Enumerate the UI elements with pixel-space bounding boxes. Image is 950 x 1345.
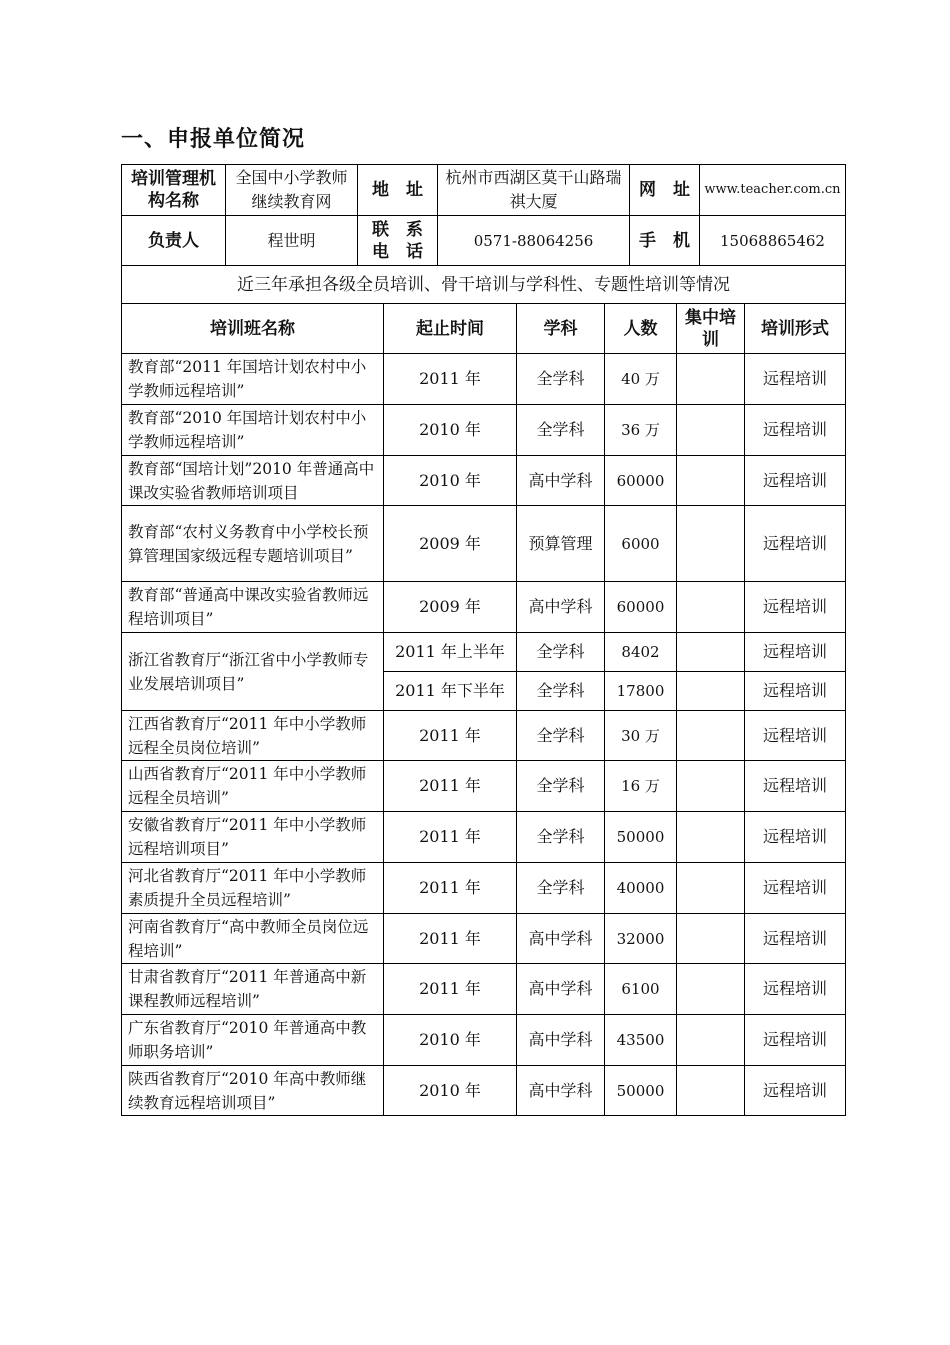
phone-value: 0571-88064256 (438, 216, 630, 266)
training-centralized (677, 1066, 745, 1116)
banner-row (122, 266, 846, 304)
org-row (122, 165, 846, 216)
table-row (122, 405, 846, 456)
table-row (122, 711, 846, 761)
training-time: 2011 年 (384, 761, 517, 812)
table-row (122, 582, 846, 633)
training-centralized (677, 964, 745, 1015)
header-form: 培训形式 (745, 304, 846, 354)
training-time: 2011 年上半年 (384, 633, 517, 672)
training-name: 陕西省教育厅“2010 年高中教师继续教育远程培训项目” (122, 1066, 384, 1116)
training-subject: 全学科 (517, 711, 605, 761)
training-count: 32000 (605, 914, 677, 964)
training-form: 远程培训 (745, 633, 846, 672)
training-centralized (677, 672, 745, 711)
training-name: 河南省教育厅“高中教师全员岗位远程培训” (122, 914, 384, 964)
training-centralized (677, 582, 745, 633)
training-subject: 全学科 (517, 633, 605, 672)
training-count: 17800 (605, 672, 677, 711)
leader-label: 负责人 (122, 216, 226, 266)
table-row (122, 964, 846, 1015)
training-count: 36 万 (605, 405, 677, 456)
training-form: 远程培训 (745, 863, 846, 914)
address-value: 杭州市西湖区莫干山路瑞祺大厦 (438, 165, 630, 216)
training-form: 远程培训 (745, 964, 846, 1015)
training-name: 教育部“普通高中课改实验省教师远程培训项目” (122, 582, 384, 633)
training-banner: 近三年承担各级全员培训、骨干培训与学科性、专题性培训等情况 (122, 266, 846, 304)
training-centralized (677, 863, 745, 914)
training-name: 教育部“农村义务教育中小学校长预算管理国家级远程专题培训项目” (122, 506, 384, 582)
training-count: 50000 (605, 812, 677, 863)
training-form: 远程培训 (745, 711, 846, 761)
training-subject: 全学科 (517, 405, 605, 456)
table-row (122, 1015, 846, 1066)
training-subject: 全学科 (517, 812, 605, 863)
training-form: 远程培训 (745, 456, 846, 506)
table-row (122, 354, 846, 405)
training-centralized (677, 1015, 745, 1066)
training-form: 远程培训 (745, 812, 846, 863)
training-time: 2010 年 (384, 1015, 517, 1066)
table-row (122, 506, 846, 582)
training-form: 远程培训 (745, 354, 846, 405)
training-centralized (677, 711, 745, 761)
table-row (122, 456, 846, 506)
training-centralized (677, 633, 745, 672)
training-name: 教育部“国培计划”2010 年普通高中课改实验省教师培训项目 (122, 456, 384, 506)
training-name: 山西省教育厅“2011 年中小学教师远程全员培训” (122, 761, 384, 812)
table-row (122, 812, 846, 863)
header-name: 培训班名称 (122, 304, 384, 354)
training-name: 安徽省教育厅“2011 年中小学教师远程培训项目” (122, 812, 384, 863)
training-subject: 全学科 (517, 761, 605, 812)
training-subject: 高中学科 (517, 914, 605, 964)
training-count: 40 万 (605, 354, 677, 405)
training-count: 8402 (605, 633, 677, 672)
training-subject: 高中学科 (517, 1015, 605, 1066)
training-count: 60000 (605, 456, 677, 506)
training-name: 河北省教育厅“2011 年中小学教师素质提升全员远程培训” (122, 863, 384, 914)
training-centralized (677, 405, 745, 456)
header-time: 起止时间 (384, 304, 517, 354)
training-subject: 全学科 (517, 672, 605, 711)
training-name: 甘肃省教育厅“2011 年普通高中新课程教师远程培训” (122, 964, 384, 1015)
training-form: 远程培训 (745, 506, 846, 582)
training-count: 40000 (605, 863, 677, 914)
training-table (121, 303, 846, 1116)
training-time: 2010 年 (384, 456, 517, 506)
table-row (122, 914, 846, 964)
training-name: 广东省教育厅“2010 年普通高中教师职务培训” (122, 1015, 384, 1066)
leader-row (122, 216, 846, 266)
training-count: 60000 (605, 582, 677, 633)
training-name: 江西省教育厅“2011 年中小学教师远程全员岗位培训” (122, 711, 384, 761)
training-time: 2010 年 (384, 405, 517, 456)
training-time: 2009 年 (384, 506, 517, 582)
training-time: 2011 年下半年 (384, 672, 517, 711)
training-centralized (677, 914, 745, 964)
training-centralized (677, 812, 745, 863)
leader-value: 程世明 (226, 216, 358, 266)
table-row (122, 1066, 846, 1116)
training-time: 2011 年 (384, 711, 517, 761)
mobile-value: 15068865462 (700, 216, 846, 266)
training-form: 远程培训 (745, 672, 846, 711)
training-count: 16 万 (605, 761, 677, 812)
training-count: 43500 (605, 1015, 677, 1066)
training-count: 30 万 (605, 711, 677, 761)
header-count: 人数 (605, 304, 677, 354)
training-subject: 高中学科 (517, 964, 605, 1015)
table-row (122, 863, 846, 914)
address-label: 地 址 (358, 165, 438, 216)
header-centralized: 集中培训 (677, 304, 745, 354)
training-subject: 高中学科 (517, 1066, 605, 1116)
training-subject: 全学科 (517, 354, 605, 405)
training-header-row (122, 304, 846, 354)
training-time: 2011 年 (384, 354, 517, 405)
website-label: 网 址 (630, 165, 700, 216)
training-centralized (677, 354, 745, 405)
section-title: 一、申报单位简况 (121, 127, 306, 152)
training-form: 远程培训 (745, 1066, 846, 1116)
training-name: 教育部“2011 年国培计划农村中小学教师远程培训” (122, 354, 384, 405)
training-time: 2011 年 (384, 812, 517, 863)
training-time: 2010 年 (384, 1066, 517, 1116)
training-count: 50000 (605, 1066, 677, 1116)
training-subject: 高中学科 (517, 456, 605, 506)
training-form: 远程培训 (745, 582, 846, 633)
training-time: 2009 年 (384, 582, 517, 633)
training-subject: 全学科 (517, 863, 605, 914)
training-count: 6100 (605, 964, 677, 1015)
website-value: www.teacher.com.cn (700, 165, 846, 216)
training-name: 教育部“2010 年国培计划农村中小学教师远程培训” (122, 405, 384, 456)
org-value: 全国中小学教师继续教育网 (226, 165, 358, 216)
training-subject: 预算管理 (517, 506, 605, 582)
training-subject: 高中学科 (517, 582, 605, 633)
training-form: 远程培训 (745, 1015, 846, 1066)
phone-label: 联 系 电 话 (358, 216, 438, 266)
training-name: 浙江省教育厅“浙江省中小学教师专业发展培训项目” (122, 633, 384, 711)
training-count: 6000 (605, 506, 677, 582)
training-form: 远程培训 (745, 761, 846, 812)
table-row (122, 761, 846, 812)
training-form: 远程培训 (745, 914, 846, 964)
mobile-label: 手 机 (630, 216, 700, 266)
org-info-table (121, 164, 846, 304)
training-centralized (677, 761, 745, 812)
training-time: 2011 年 (384, 964, 517, 1015)
training-form: 远程培训 (745, 405, 846, 456)
training-centralized (677, 506, 745, 582)
header-subject: 学科 (517, 304, 605, 354)
training-time: 2011 年 (384, 914, 517, 964)
org-label: 培训管理机构名称 (122, 165, 226, 216)
training-time: 2011 年 (384, 863, 517, 914)
training-centralized (677, 456, 745, 506)
table-row (122, 633, 846, 672)
